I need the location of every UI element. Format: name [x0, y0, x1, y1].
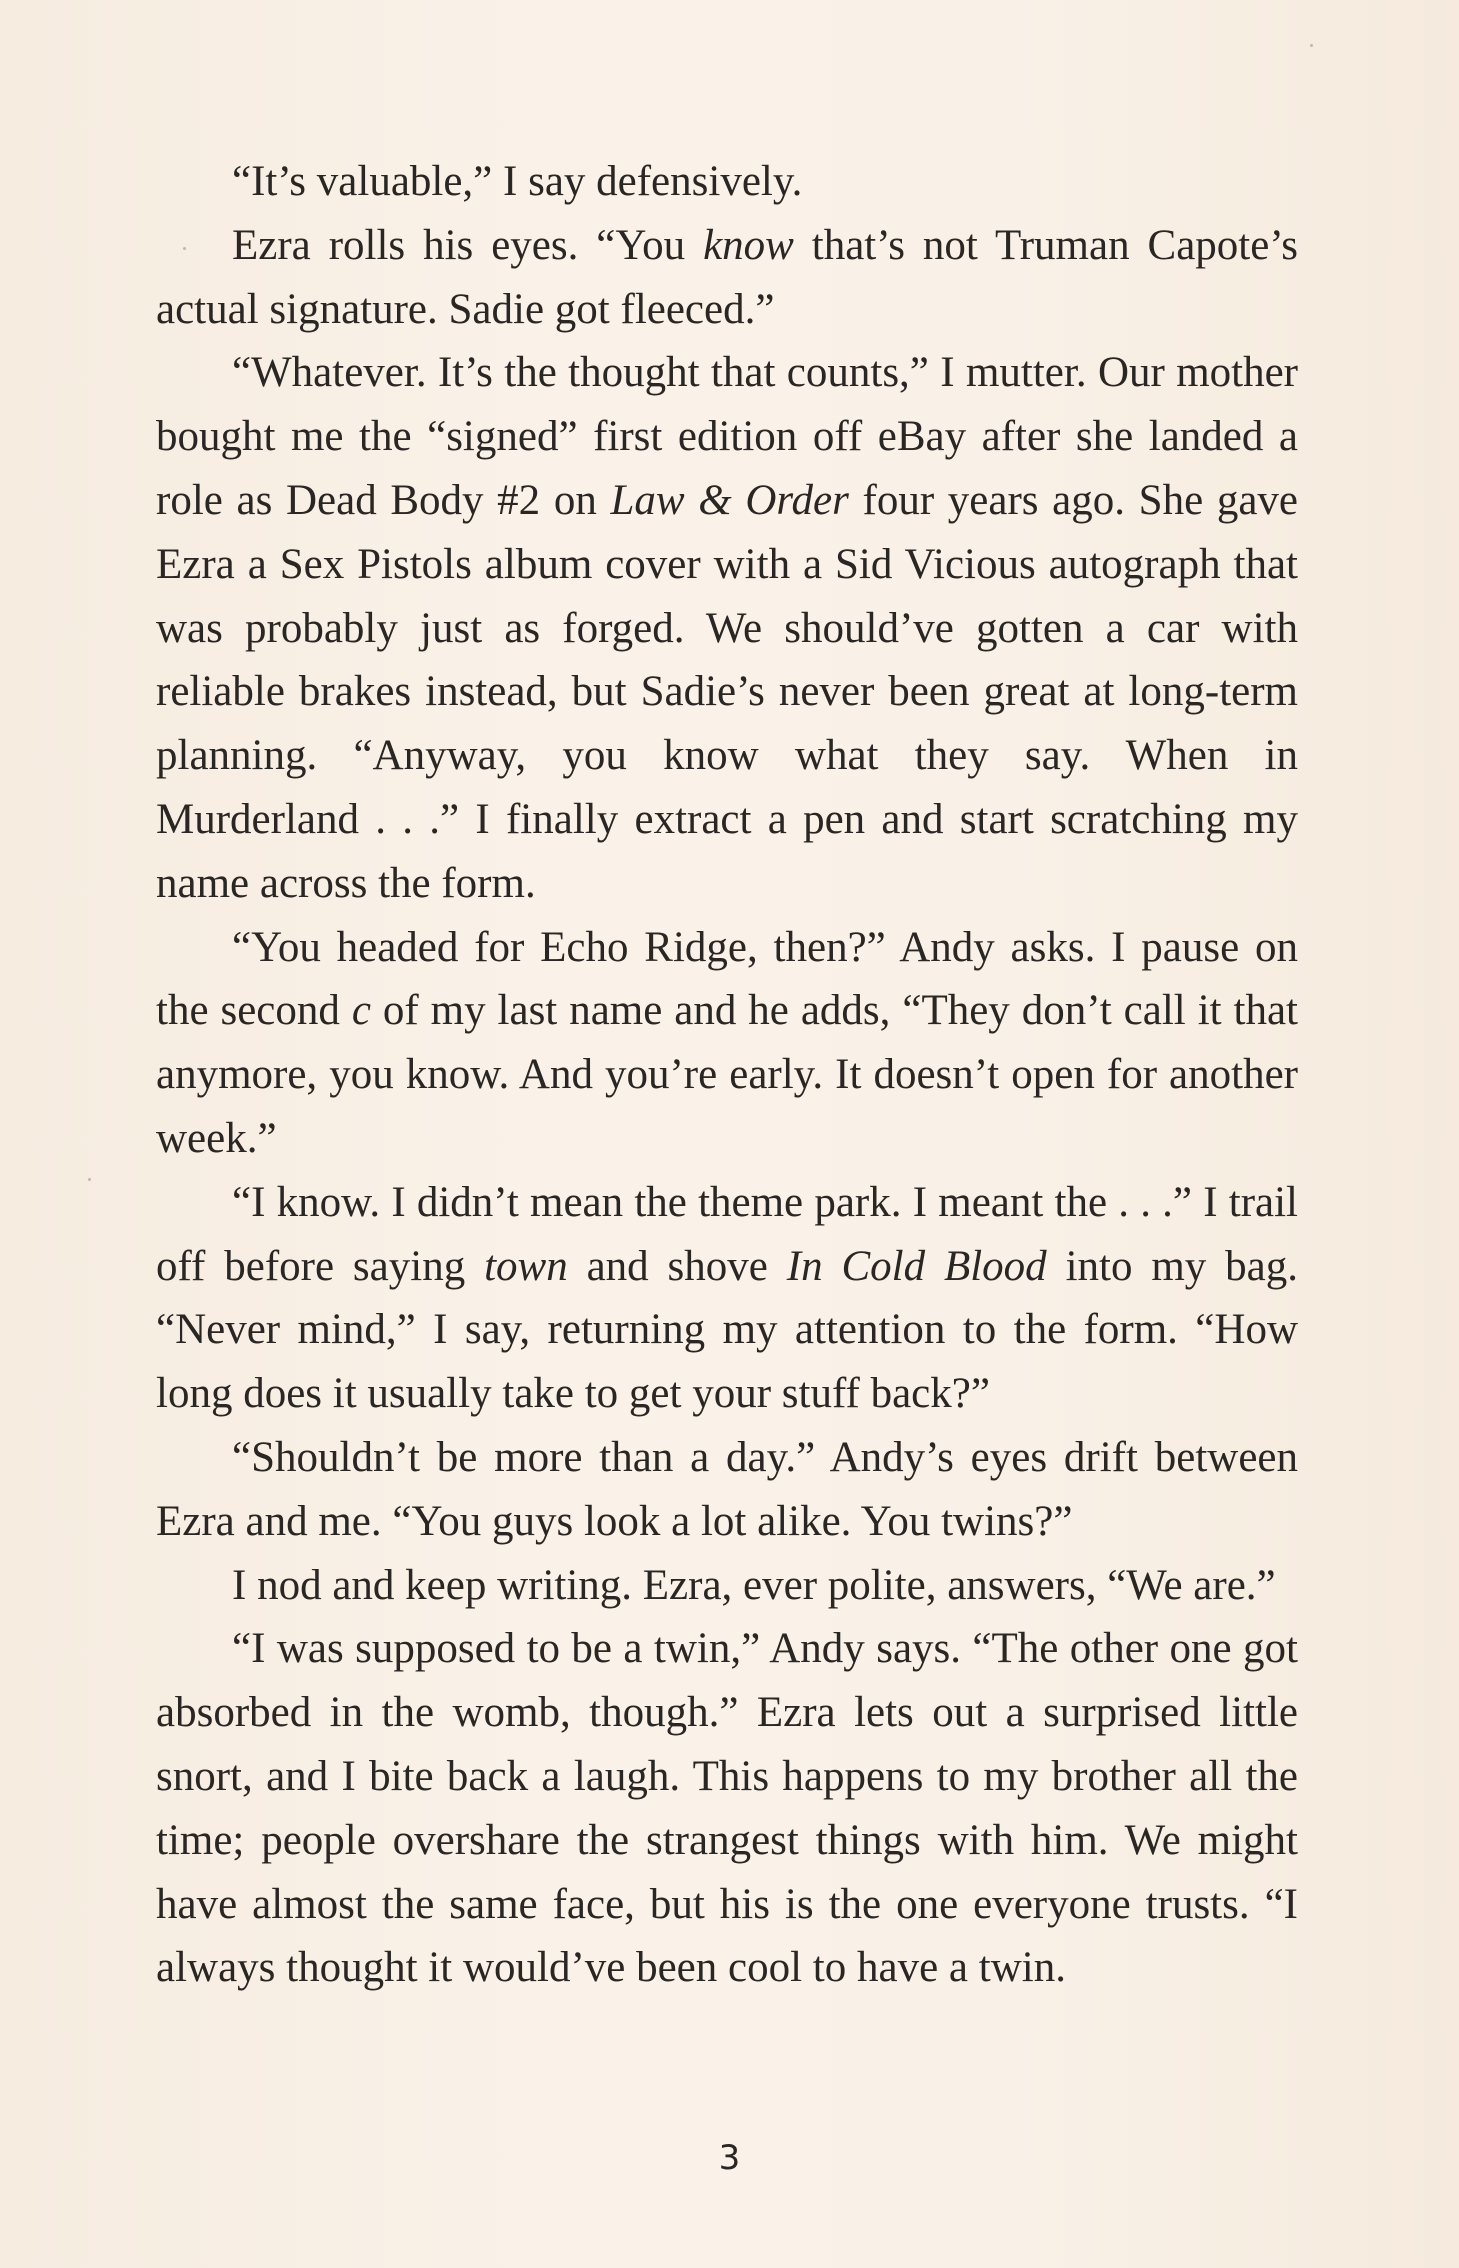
text-run: “You headed for Echo Ridge, then?” Andy asks. I pause on the second: [156, 923, 1298, 1035]
text-run: that’s not Truman Capote’s actual signature. Sadie got fleeced.”: [156, 221, 1299, 333]
text-run: “Whatever. It’s the thought that counts,” I mutter. Our mother bought me the “signed” first edition off eBay after she landed a role as Dead Body #2 on: [156, 349, 1298, 524]
text-run: “Shouldn’t be more than a day.” Andy’s eyes drift between Ezra and me. “You guys look a lot alike. You twins?”: [156, 1433, 1298, 1545]
page-number: 3: [718, 2138, 741, 2178]
paragraph: [156, 1617, 1298, 2000]
text-run: “It’s valuable,” I say defensively.: [232, 158, 803, 205]
text-run: of my last name and he adds, “They don’t call it that anymore, you know. And you’re early. It doesn’t open for another week.”: [156, 987, 1299, 1162]
text-run: four years ago. She gave Ezra a Sex Pistols album cover with a Sid Vicious autograph that was probably just as forged. We should’ve gotten a car with reliable brakes instead, but Sadie’s never been great at long-term planning. “Anyway, you know what they say. When in Murderland . . .” I finally extract a pen and start scratching my name across the form.: [156, 476, 1298, 907]
text-run: I nod and keep writing. Ezra, ever polite, answers, “We are.”: [232, 1561, 1276, 1609]
paragraph: [156, 341, 1298, 915]
paragraph: [156, 1554, 1298, 1618]
paragraph: [156, 150, 1298, 214]
italic-run: know: [703, 221, 794, 269]
italic-run: In Cold Blood: [786, 1242, 1047, 1290]
text-run: and shove: [567, 1242, 787, 1290]
text-run: into my bag. “Never mind,” I say, returning my attention to the form. “How long does it usually take to get your stuff back?”: [156, 1242, 1298, 1418]
paragraph: [156, 1426, 1298, 1554]
text-run: “I was supposed to be a twin,” Andy says. “The other one got absorbed in the womb, though.” Ezra lets out a surprised little snort, and I bite back a laugh. This happens to my brother all the time; people overshare the strangest things with him. We might have almost the same face, but his is the one everyone trusts. “I always thought it would’ve been cool to have a twin.: [156, 1625, 1298, 1992]
paper-speck: [1310, 44, 1313, 47]
italic-run: town: [484, 1242, 568, 1290]
paragraph: [156, 916, 1298, 1171]
paper-speck: [88, 1178, 91, 1181]
body-text: [156, 150, 1298, 2000]
paragraph: [156, 214, 1298, 342]
italic-run: Law & Order: [610, 476, 849, 524]
italic-run: c: [351, 987, 371, 1035]
text-run: “I know. I didn’t mean the theme park. I meant the . . .” I trail off before saying: [156, 1178, 1298, 1290]
paragraph: [156, 1171, 1298, 1426]
text-run: Ezra rolls his eyes. “You: [232, 221, 704, 269]
